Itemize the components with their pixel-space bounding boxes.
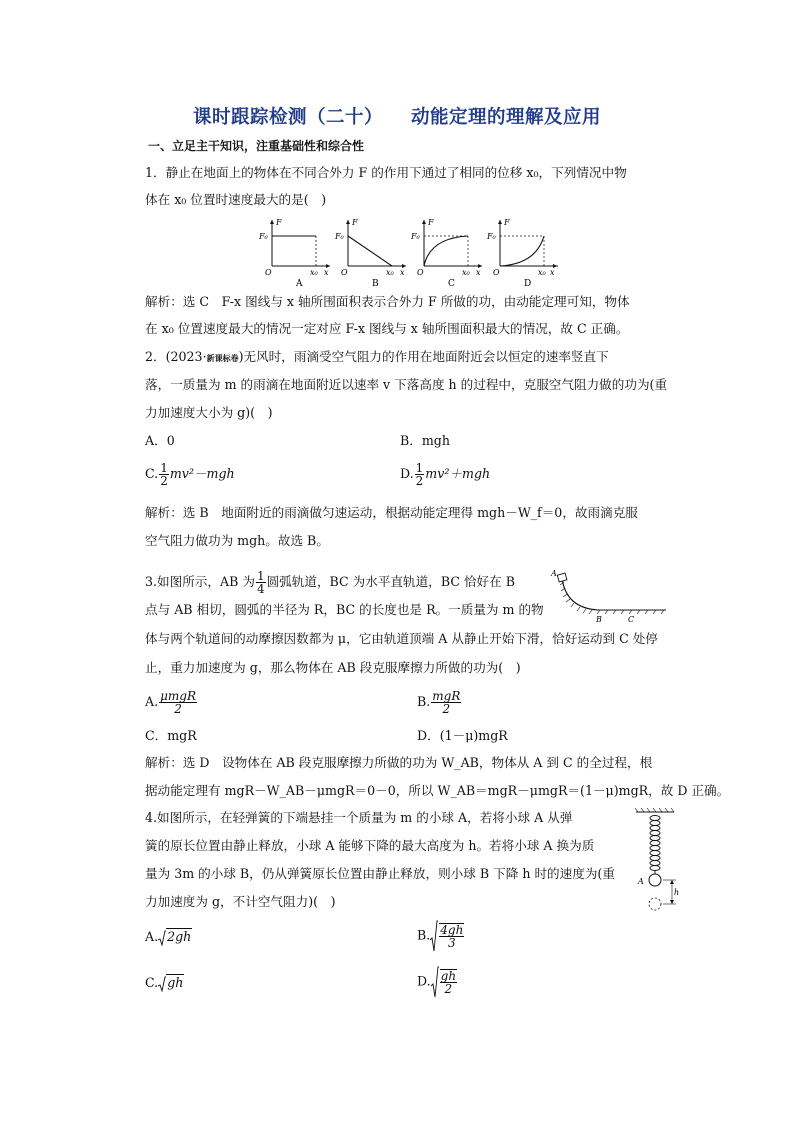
q3-point-b: B [596,615,602,624]
q4-ball-a-label: A [638,877,644,886]
q3-point-c: C [628,615,635,624]
q3-fraction-numerator: 1 [256,569,265,583]
graph-a-x-label: x [324,268,329,277]
q3-line-1b: 圆弧轨道，BC 为水平直轨道，BC 恰好在 B [266,574,515,589]
q3-option-b [417,690,462,715]
graph-d-origin-label: O [493,268,500,277]
graph-a [258,218,330,289]
q2-option-d-denominator: 2 [415,474,424,488]
title-part-2: 动能定理的理解及应用 [411,107,602,128]
q4-spring-figure [630,808,682,918]
q2-line-3: 力加速度大小为 g)( ) [145,405,273,420]
q4-option-b-numerator: 4gh [440,923,464,937]
graph-b [334,218,406,289]
graph-d-x0-label: x₀ [538,268,546,277]
graph-a-f-label: F [276,218,282,227]
q2-option-c-fraction [159,462,169,487]
page-title [0,103,794,129]
graph-d [486,218,558,289]
q4-option-b [417,920,465,952]
q3-option-c: C．mgR [145,728,197,743]
q4-option-c [145,975,184,992]
q3-line-1 [145,570,515,595]
q2-option-c-numerator: 1 [160,461,168,475]
q2-option-d-numerator: 1 [415,461,424,475]
q3-line-1a: 3.如图所示，AB 为 [145,574,255,589]
q3-option-a-numerator: μmgR [160,689,197,703]
section-heading: 一、立足主干知识，注重基础性和综合性 [148,139,365,153]
q1-graphs [258,214,558,290]
graph-c-x0-label: x₀ [462,268,470,277]
q1-line-1: 1．静止在地面上的物体在不同合外力 F 的作用下通过了相同的位移 x₀，下列情况中物 [145,165,627,180]
q4-option-a-sqrt [158,929,192,946]
q2-option-c-expr: mv²－mgh [169,466,235,481]
q3-option-b-fraction [431,690,461,715]
q4-option-d-numerator: gh [440,969,457,983]
q3-option-b-prefix: B. [417,694,431,709]
q4-option-b-prefix: B. [417,927,431,943]
q2-option-b: B．mgh [400,433,450,448]
q4-option-a-radicand: 2gh [167,929,192,945]
q4-option-d-denominator: 2 [444,982,453,996]
graph-b-origin-label: O [341,268,348,277]
graph-b-x-label: x [400,268,405,277]
graph-a-letter: A [296,279,303,289]
q2-option-c-prefix: C. [145,466,159,481]
q4-line-2: 簧的原长位置由静止释放，小球 A 能够下降的最大高度为 h。若将小球 A 换为质 [145,838,595,853]
q3-track-figure [548,566,670,630]
q4-option-c-prefix: C. [145,975,159,990]
q3-option-b-numerator: mgR [432,689,461,703]
graph-d-x-label: x [550,268,555,277]
graph-b-f0-label: F₀ [335,232,344,241]
q3-fraction-denominator: 4 [256,582,265,596]
q2-prefix: 2．(2023· [145,349,207,364]
graph-d-f0-label: F₀ [487,232,496,241]
q3-quarter-fraction [256,570,266,595]
q4-option-c-sqrt [158,975,184,992]
title-part-1: 课时跟踪检测（二十） [192,107,383,128]
q2-option-c [145,462,235,487]
q4-option-d-prefix: D. [417,973,431,989]
graph-b-letter: B [372,279,379,289]
q3-option-a-fraction [159,690,197,715]
q4-line-3: 量为 3m 的小球 B，仍从弹簧原长位置由静止释放，则小球 B 下降 h 时的速度为(重 [145,866,615,881]
graph-c-f-label: F [428,218,434,227]
q2-line-1-rest: )无风时，雨滴受空气阻力的作用在地面附近会以恒定的速率竖直下 [238,349,609,364]
q3-option-d: D．(1－μ)mgR [417,728,508,743]
q2-option-c-denominator: 2 [160,474,168,488]
q3-line-4: 止，重力加速度为 g，那么物体在 AB 段克服摩擦力所做的功为( ) [145,660,521,675]
q4-option-a [145,929,192,946]
q3-answer-line-1: 解析：选 D 设物体在 AB 段克服摩擦力所做的功为 W_AB，物体从 A 到 C 的全过程，根 [145,755,653,770]
q4-option-b-denominator: 3 [447,936,456,950]
q2-option-d-fraction [415,462,425,487]
q2-answer-line-1: 解析：选 B 地面附近的雨滴做匀速运动，根据动能定理得 mgh－W_f＝0，故雨滴克服 [145,505,638,520]
q1-answer-line-1: 解析：选 C F-x 图线与 x 轴所围面积表示合外力 F 所做的功，由动能定理可知，物体 [145,294,630,309]
q2-line-2: 落，一质量为 m 的雨滴在地面附近以速率 v 下落高度 h 的过程中，克服空气阻力做的功为(重 [145,377,668,392]
q4-option-d-sqrt [431,966,458,998]
q3-answer-line-2: 据动能定理有 mgR－W_AB－μmgR＝0－0，所以 W_AB＝mgR－μmgR＝(1－μ)mgR，故 D 正确。 [145,783,730,798]
graph-a-origin-label: O [265,268,272,277]
q1-line-2: 体在 x₀ 位置时速度最大的是( ) [145,192,327,207]
graph-a-x0-label: x₀ [310,268,318,277]
graph-d-f-label: F [504,218,510,227]
graph-b-f-label: F [352,218,358,227]
q2-option-d [400,462,490,487]
graph-b-x0-label: x₀ [386,268,394,277]
q4-line-1: 4.如图所示，在轻弹簧的下端悬挂一个质量为 m 的小球 A，若将小球 A 从弹 [145,810,573,825]
graph-c-f0-label: F₀ [411,232,420,241]
q4-height-label: h [674,888,680,897]
q4-option-b-fraction [439,923,464,949]
q3-point-a: A [551,569,557,578]
q3-option-a-prefix: A. [145,694,159,709]
q4-option-b-sqrt [430,920,465,952]
q3-option-b-denominator: 2 [442,702,451,716]
q3-option-a-denominator: 2 [174,702,182,716]
q2-option-d-expr: mv²＋mgh [425,466,491,481]
graph-c-origin-label: O [417,268,424,277]
graph-c-x-label: x [476,268,481,277]
graph-a-f0-label: F₀ [259,232,268,241]
q1-answer-line-2: 在 x₀ 位置速度最大的情况一定对应 F-x 图线与 x 轴所围面积最大的情况，故 C 正确。 [145,321,629,336]
q2-option-d-prefix: D. [400,466,414,481]
q4-option-a-prefix: A. [145,929,159,944]
q3-option-a [145,690,198,715]
graph-c-letter: C [448,279,455,289]
q2-answer-line-2: 空气阻力做功为 mgh。故选 B。 [145,533,329,548]
graph-d-letter: D [524,279,532,289]
q3-line-3: 体与两个轨道间的动摩擦因数都为 μ，它由轨道顶端 A 从静止开始下滑，恰好运动到 C 处停 [145,631,658,646]
graph-c [410,218,482,289]
q2-line-1 [145,349,609,367]
q4-line-4: 力加速度为 g，不计空气阻力)( ) [145,894,336,909]
q4-option-c-radicand: gh [167,975,184,991]
q2-source: 新课标卷 [206,354,239,363]
q4-option-d-fraction [440,969,457,995]
q4-option-d [417,966,458,998]
q3-line-2: 点与 AB 相切，圆弧的半径为 R，BC 的长度也是 R。一质量为 m 的物 [145,602,544,617]
q2-option-a: A．0 [145,433,175,448]
